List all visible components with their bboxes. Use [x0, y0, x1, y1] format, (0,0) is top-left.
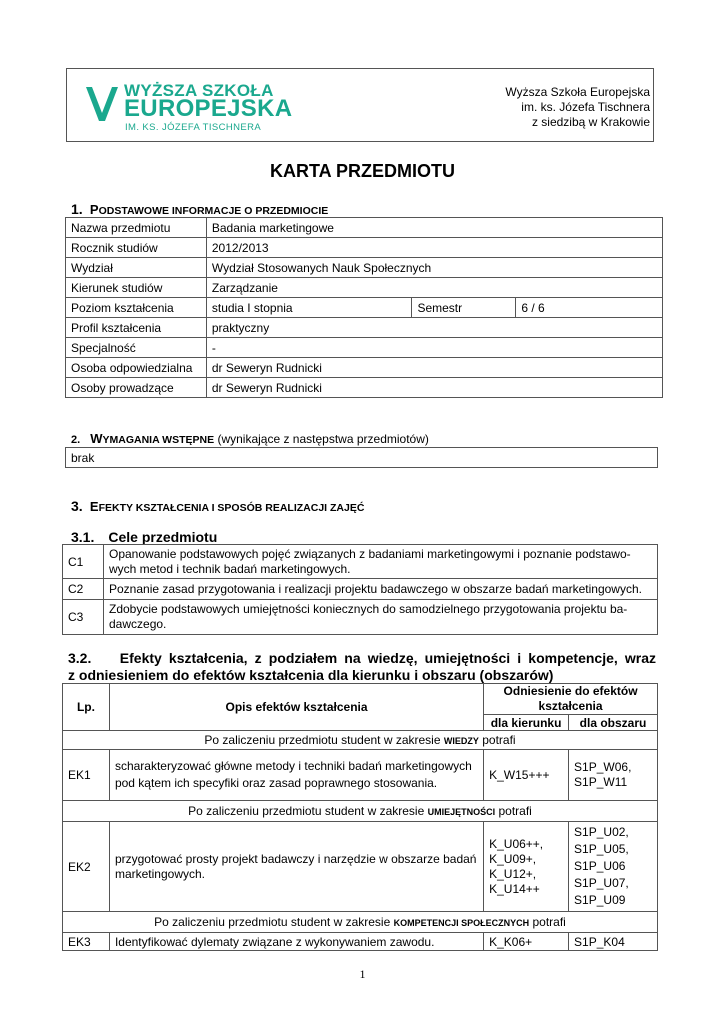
- outcome-code: EK1: [63, 750, 110, 801]
- outcome-description: scharakteryzować główne metody i techniki badań marketingowych pod kątem ich specyfiki oraz zasad poprawnego stosowania.: [109, 750, 483, 801]
- table-row: [66, 238, 663, 258]
- section2-heading: 2. WYMAGANIA WSTĘPNE (wynikające z następstwa przedmiotów): [71, 431, 429, 446]
- info-label: Osoby prowadzące: [66, 378, 207, 398]
- institution-patron: im. ks. Józefa Tischnera: [521, 100, 650, 114]
- info-value: studia I stopnia: [206, 298, 412, 318]
- outcome-area-ref: S1P_K04: [569, 933, 658, 951]
- requirements-value: brak: [66, 448, 658, 468]
- section3-heading: 3. EFEKTY KSZTAŁCENIA I SPOSÓB REALIZACJI ZAJĘĆ: [71, 498, 365, 514]
- semester-label: Semestr: [412, 298, 516, 318]
- objective-text: Zdobycie podstawowych umiejętności koniecznych do samodzielnego przygotowania projektu ba- dawczego.: [104, 600, 658, 635]
- table-row: [66, 378, 663, 398]
- outcome-area-ref: S1P_W06, S1P_W11: [569, 750, 658, 801]
- info-label: Nazwa przedmiotu: [66, 218, 207, 238]
- info-value: Badania marketingowe: [206, 218, 662, 238]
- info-label: Rocznik studiów: [66, 238, 207, 258]
- info-label: Osoba odpowiedzialna: [66, 358, 207, 378]
- objectives-table: [62, 544, 658, 635]
- column-header-lp: Lp.: [63, 684, 110, 731]
- info-label: Poziom kształcenia: [66, 298, 207, 318]
- table-row: [66, 448, 658, 468]
- semester-value: 6 / 6: [516, 298, 663, 318]
- outcome-code: EK2: [63, 822, 110, 912]
- info-value: 2012/2013: [206, 238, 662, 258]
- outcome-field-ref: K_K06+: [484, 933, 569, 951]
- info-label: Wydział: [66, 258, 207, 278]
- table-row: [63, 933, 658, 951]
- table-row: [63, 822, 658, 912]
- column-header-description: Opis efektów kształcenia: [109, 684, 483, 731]
- institution-seat: z siedzibą w Krakowie: [531, 115, 650, 129]
- info-label: Specjalność: [66, 338, 207, 358]
- outcome-area-ref: S1P_U02, S1P_U05, S1P_U06 S1P_U07, S1P_U09: [569, 822, 658, 912]
- table-row: [63, 545, 658, 579]
- table-row: [66, 358, 663, 378]
- group-intro-row: Po zaliczeniu przedmiotu student w zakresie WIEDZY potrafi: [63, 731, 658, 750]
- info-value: dr Seweryn Rudnicki: [206, 358, 662, 378]
- table-row: [66, 218, 663, 238]
- info-value: Wydział Stosowanych Nauk Społecznych: [206, 258, 662, 278]
- subsection-3-1-heading: 3.1. Cele przedmiotu: [71, 529, 218, 545]
- section1-heading: 1. PODSTAWOWE INFORMACJE O PRZEDMIOCIE: [71, 201, 329, 217]
- info-value: praktyczny: [206, 318, 662, 338]
- column-header-field: dla kierunku: [484, 715, 569, 731]
- table-row: [66, 338, 663, 358]
- info-label: Kierunek studiów: [66, 278, 207, 298]
- outcome-code: EK3: [63, 933, 110, 951]
- table-row: [63, 600, 658, 635]
- page-number: 1: [359, 967, 366, 981]
- column-header-reference: Odniesienie do efektów kształcenia: [484, 684, 658, 715]
- outcome-field-ref: K_U06++, K_U09+, K_U12+, K_U14++: [484, 822, 569, 912]
- institution-name: Wyższa Szkoła Europejska: [505, 85, 650, 99]
- logo-text-line2: EUROPEJSKA: [124, 95, 293, 122]
- group-intro-row: Po zaliczeniu przedmiotu student w zakresie KOMPETENCJI SPOŁECZNYCH potrafi: [63, 912, 658, 933]
- table-row: [66, 318, 663, 338]
- logo-text-line3: IM. KS. JÓZEFA TISCHNERA: [125, 122, 262, 133]
- info-value: Zarządzanie: [206, 278, 662, 298]
- objective-text: Poznanie zasad przygotowania i realizacji projektu badawczego w obszarze badań marketingowych.: [104, 579, 658, 600]
- page-title: KARTA PRZEDMIOTU: [270, 161, 455, 181]
- info-label: Profil kształcenia: [66, 318, 207, 338]
- objective-code: C3: [63, 600, 104, 635]
- objective-code: C2: [63, 579, 104, 600]
- group-intro-row: Po zaliczeniu przedmiotu student w zakresie UMIEJĘTNOŚCI potrafi: [63, 801, 658, 822]
- table-row: [66, 278, 663, 298]
- subsection-3-2-heading: 3.2. Efekty kształcenia, z podziałem na wiedzę, umiejętności i kompetencje, wraz z odniesieniem do efektów kształcenia dla kierunku i obszaru (obszarów): [68, 650, 656, 683]
- info-value: dr Seweryn Rudnicki: [206, 378, 662, 398]
- learning-outcomes-table: [62, 683, 658, 951]
- basic-info-table: [65, 217, 663, 398]
- table-row: [66, 258, 663, 278]
- outcome-field-ref: K_W15+++: [484, 750, 569, 801]
- requirements-table: [65, 447, 658, 468]
- info-value: -: [206, 338, 662, 358]
- outcome-description: Identyfikować dylematy związane z wykonywaniem zawodu.: [109, 933, 483, 951]
- objective-code: C1: [63, 545, 104, 579]
- table-header-row: [63, 684, 658, 715]
- logo-text-line1: WYŻSZA SZKOŁA: [124, 81, 274, 100]
- table-row: [63, 750, 658, 801]
- outcome-description: przygotować prosty projekt badawczy i narzędzie w obszarze badań marketingowych.: [109, 822, 483, 912]
- university-logo-icon: [84, 83, 120, 123]
- table-row: [63, 579, 658, 600]
- column-header-area: dla obszaru: [569, 715, 658, 731]
- objective-text: Opanowanie podstawowych pojęć związanych z badaniami marketingowymi i poznanie podstawo- wych metod i technik badań marketingowych.: [104, 545, 658, 579]
- table-row: [66, 298, 663, 318]
